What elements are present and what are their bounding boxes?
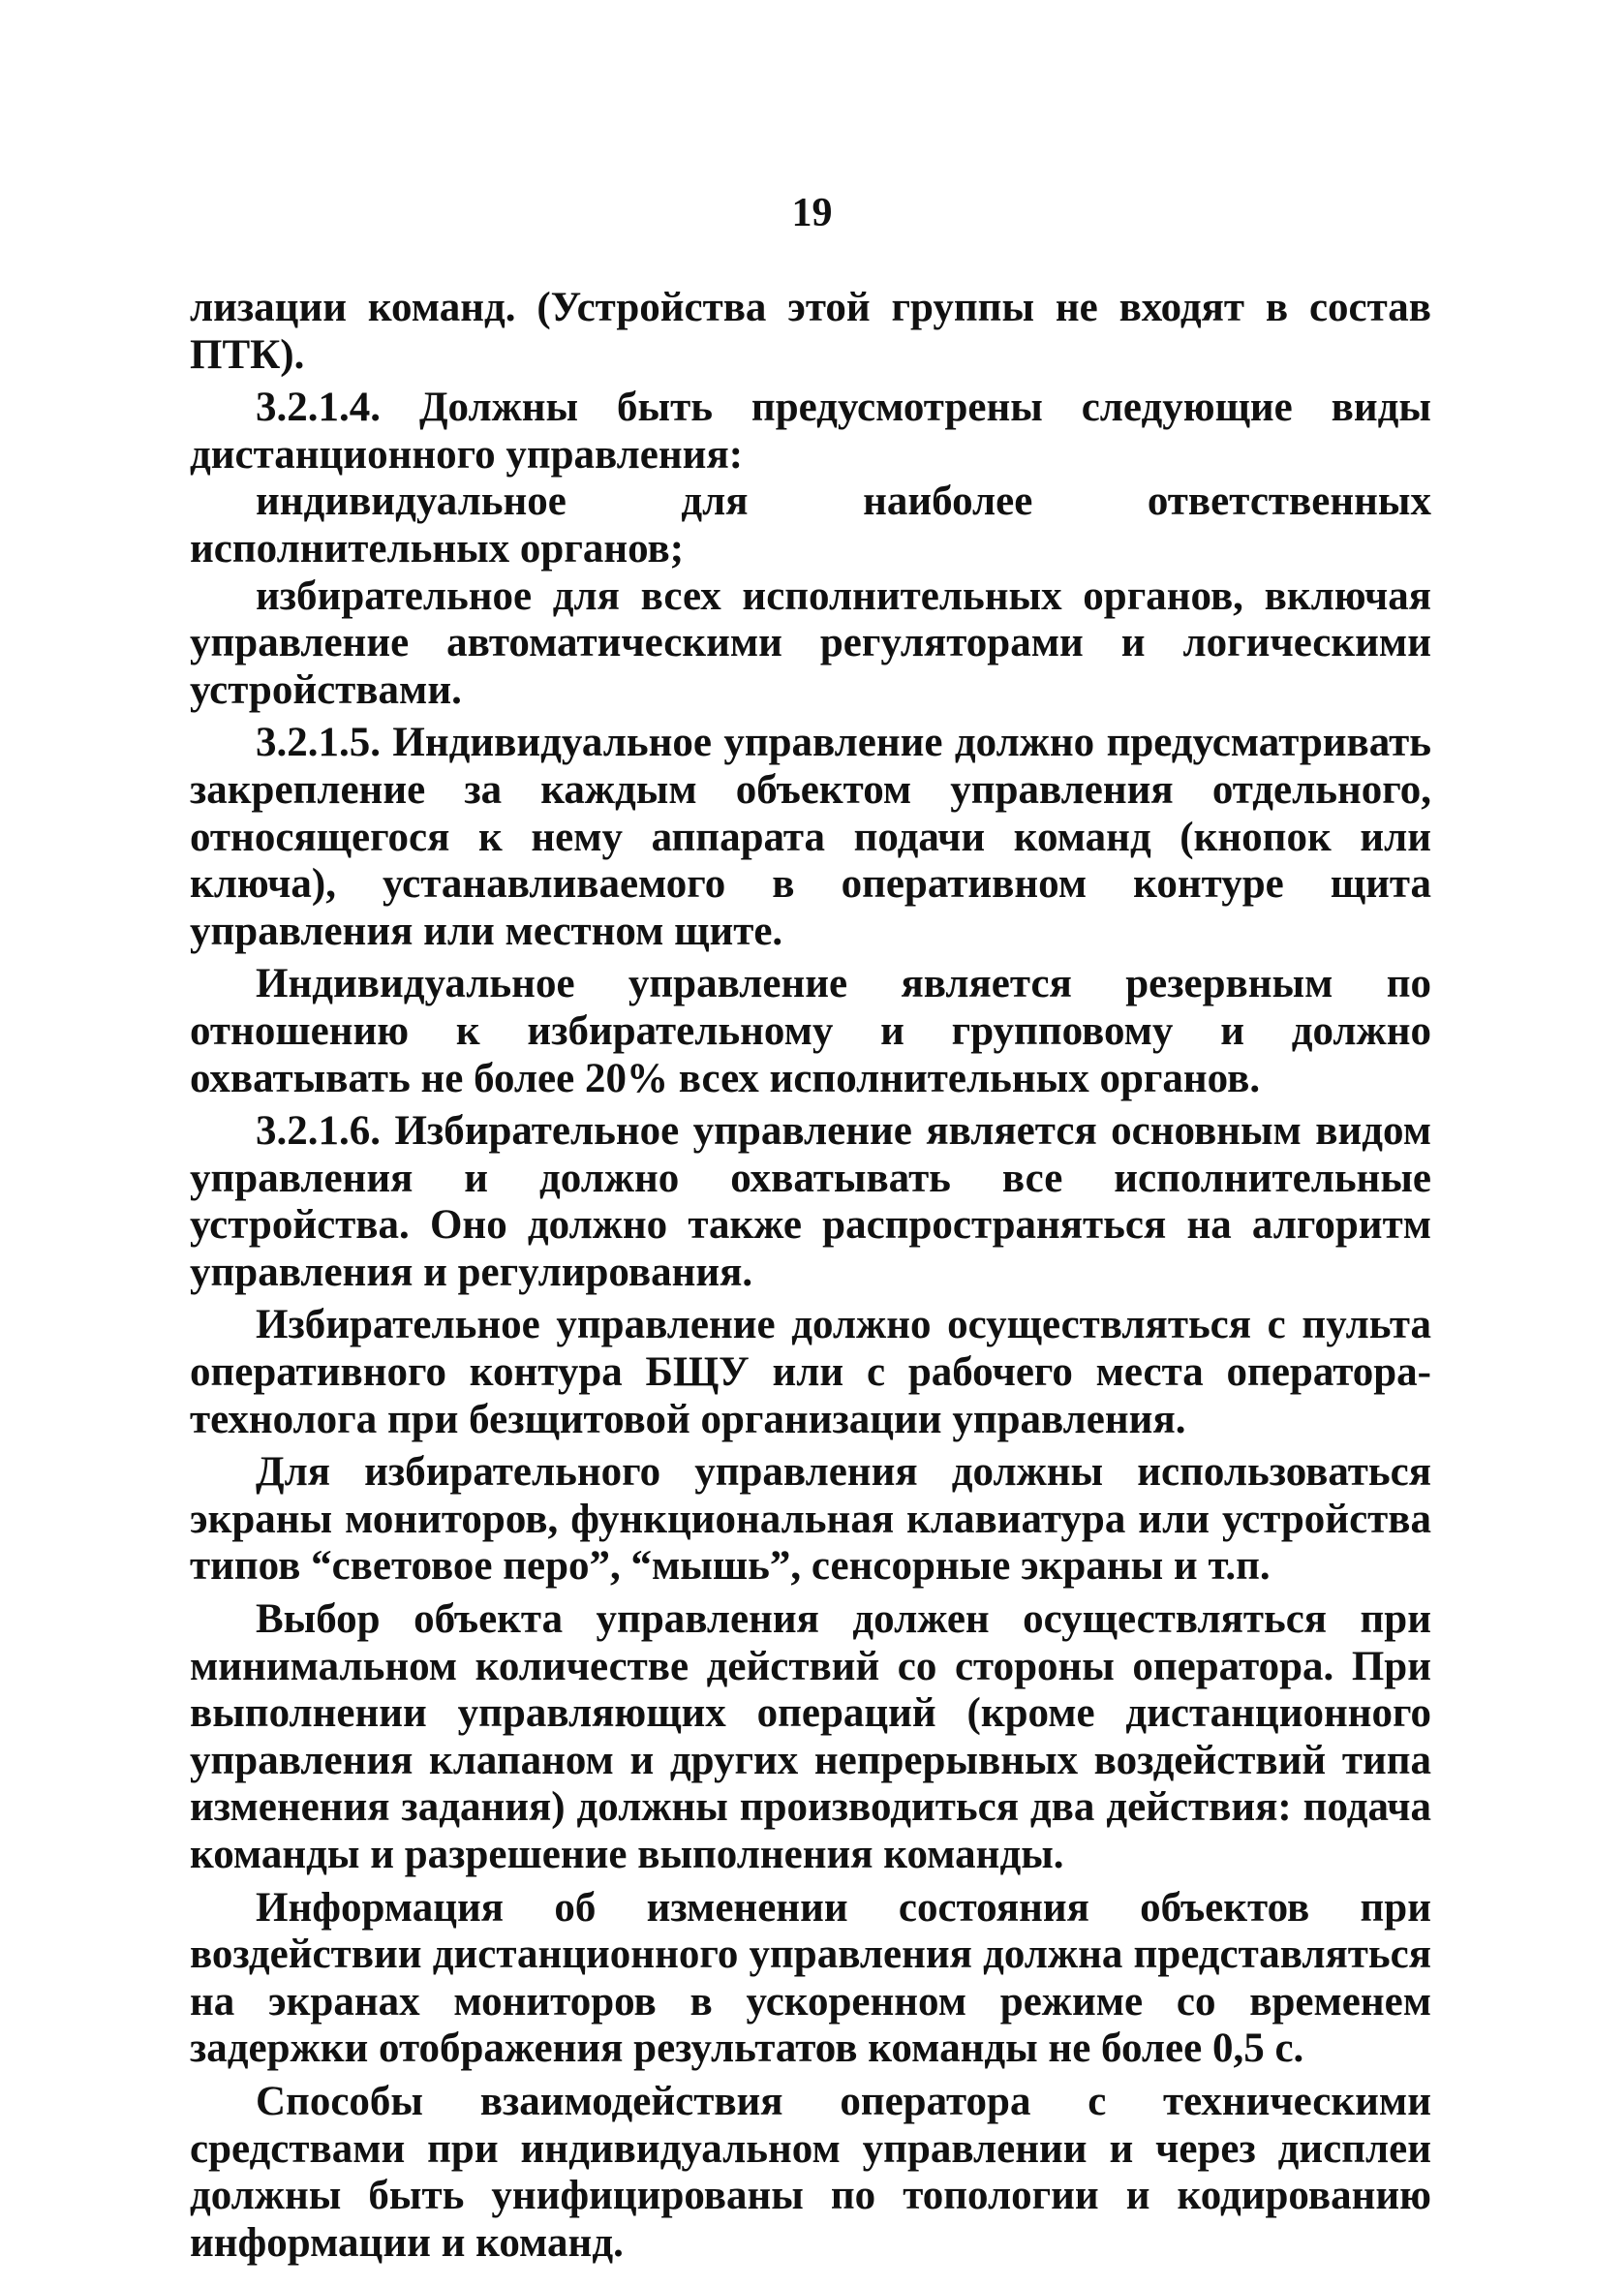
- paragraph-object-selection: Выбор объекта управления должен осуществляться при минимальном количестве действий со стороны оператора. При выполнении управляющих операций (кроме дистанционного управления клапаном и других непрерывных воздействий типа изменения задания) должны производиться два действия: подача команды и разрешение выполнения команды.: [190, 1596, 1431, 1877]
- paragraph-selective-console: Избирательное управление должно осуществляться с пульта оперативного контура БЩУ или с рабочего места оператора-технолога при безщитовой организации управления.: [190, 1302, 1431, 1442]
- paragraph-3-2-1-5: 3.2.1.5. Индивидуальное управление должно предусматривать закрепление за каждым объектом управления отдельного, относящегося к нему аппарата подачи команд (кнопок или ключа), устанавливаемого в оперативном контуре щита управления или местном щите.: [190, 720, 1431, 954]
- list-item-selective: избирательное для всех исполнительных органов, включая управление автоматическими регуляторами и логическими устройствами.: [190, 572, 1431, 713]
- paragraph-continuation: лизации команд. (Устройства этой группы не входят в состав ПТК).: [190, 285, 1431, 378]
- paragraph-unification: Способы взаимодействия оператора с техническими средствами при индивидуальном управлении и через дисплеи должны быть унифицированы по топологии и кодированию информации и команд.: [190, 2078, 1431, 2266]
- page-number: 19: [791, 191, 833, 235]
- paragraph-state-info: Информация об изменении состояния объектов при воздействии дистанционного управления должна представляться на экранах мониторов в ускоренном режиме со временем задержки отображения результатов команды не более 0,5 с.: [190, 1884, 1431, 2072]
- paragraph-3-2-1-6: 3.2.1.6. Избирательное управление является основным видом управления и должно охватывать все исполнительные устройства. Оно должно также распространяться на алгоритм управления и регулирования.: [190, 1108, 1431, 1295]
- paragraph-individual-reserve: Индивидуальное управление является резервным по отношению к избирательному и групповому и должно охватывать не более 20% всех исполнительных органов.: [190, 961, 1431, 1101]
- body-text: [190, 285, 1431, 2267]
- paragraph-input-devices: Для избирательного управления должны использоваться экраны мониторов, функциональная клавиатура или устройства типов “световое перо”, “мышь”, сенсорные экраны и т.п.: [190, 1449, 1431, 1590]
- list-item-individual: индивидуальное для наиболее ответственных исполнительных органов;: [190, 479, 1431, 572]
- paragraph-3-2-1-4: 3.2.1.4. Должны быть предусмотрены следующие виды дистанционного управления:: [190, 385, 1431, 478]
